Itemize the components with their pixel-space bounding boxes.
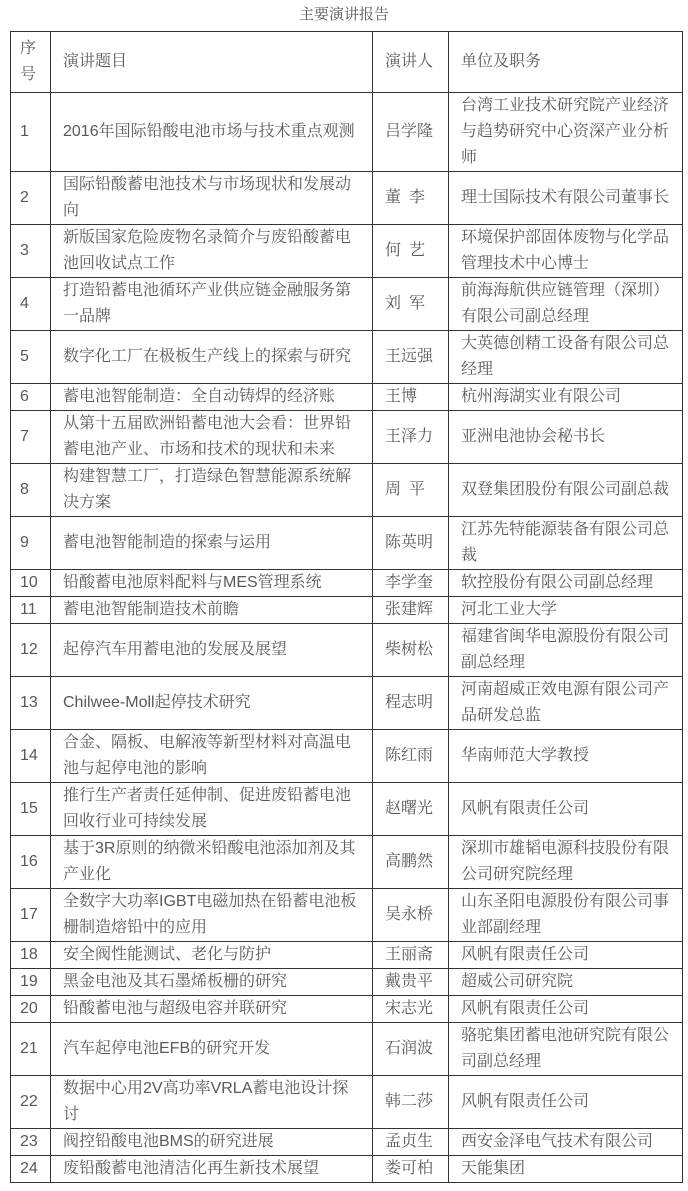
table-row (11, 1156, 683, 1183)
speech-reports-table (10, 31, 683, 1183)
cell-no: 3 (11, 225, 51, 278)
table-row (11, 624, 683, 677)
cell-topic: 安全阀性能测试、老化与防护 (51, 942, 373, 969)
page-title: 主要演讲报告 (298, 6, 389, 23)
table-row (11, 1076, 683, 1129)
cell-no: 17 (11, 889, 51, 942)
cell-no: 22 (11, 1076, 51, 1129)
cell-no: 1 (11, 93, 51, 172)
cell-no: 19 (11, 969, 51, 996)
cell-no: 24 (11, 1156, 51, 1183)
cell-topic: 阀控铅酸电池BMS的研究进展 (51, 1129, 373, 1156)
header-cell-speaker: 演讲人 (373, 32, 449, 93)
cell-no: 15 (11, 783, 51, 836)
cell-org: 福建省闽华电源股份有限公司副总经理 (449, 624, 683, 677)
table-row (11, 889, 683, 942)
table-row (11, 384, 683, 411)
cell-org: 理士国际技术有限公司董事长 (449, 172, 683, 225)
cell-topic: 黑金电池及其石墨烯板栅的研究 (51, 969, 373, 996)
cell-no: 8 (11, 464, 51, 517)
cell-org: 深圳市雄韬电源科技股份有限公司研究院经理 (449, 836, 683, 889)
cell-no: 7 (11, 411, 51, 464)
table-body (11, 93, 683, 1183)
cell-speaker: 王博 (373, 384, 449, 411)
table-row (11, 942, 683, 969)
table-row (11, 1129, 683, 1156)
header-cell-no: 序号 (11, 32, 51, 93)
table-header (11, 32, 683, 93)
cell-no: 6 (11, 384, 51, 411)
cell-no: 12 (11, 624, 51, 677)
cell-no: 13 (11, 677, 51, 730)
cell-org: 骆驼集团蓄电池研究院有限公司副总经理 (449, 1023, 683, 1076)
cell-topic: 铅酸蓄电池原料配料与MES管理系统 (51, 570, 373, 597)
cell-org: 亚洲电池协会秘书长 (449, 411, 683, 464)
cell-no: 9 (11, 517, 51, 570)
cell-topic: 从第十五届欧洲铅蓄电池大会看：世界铅蓄电池产业、市场和技术的现状和未来 (51, 411, 373, 464)
cell-org: 前海海航供应链管理（深圳）有限公司副总经理 (449, 278, 683, 331)
table-row (11, 677, 683, 730)
table-row (11, 597, 683, 624)
cell-org: 风帆有限责任公司 (449, 783, 683, 836)
cell-org: 风帆有限责任公司 (449, 942, 683, 969)
cell-no: 5 (11, 331, 51, 384)
cell-topic: 废铅酸蓄电池清洁化再生新技术展望 (51, 1156, 373, 1183)
table-row (11, 1023, 683, 1076)
cell-org: 超威公司研究院 (449, 969, 683, 996)
cell-speaker: 韩二莎 (373, 1076, 449, 1129)
cell-org: 河南超威正效电源有限公司产品研发总监 (449, 677, 683, 730)
cell-org: 台湾工业技术研究院产业经济与趋势研究中心资深产业分析师 (449, 93, 683, 172)
cell-no: 11 (11, 597, 51, 624)
cell-speaker: 程志明 (373, 677, 449, 730)
cell-no: 21 (11, 1023, 51, 1076)
cell-topic: 起停汽车用蓄电池的发展及展望 (51, 624, 373, 677)
table-row (11, 969, 683, 996)
cell-speaker: 娄可柏 (373, 1156, 449, 1183)
cell-topic: 合金、隔板、电解液等新型材料对高温电池与起停电池的影响 (51, 730, 373, 783)
cell-org: 软控股份有限公司副总经理 (449, 570, 683, 597)
cell-topic: 推行生产者责任延伸制、促进废铅蓄电池回收行业可持续发展 (51, 783, 373, 836)
table-row (11, 783, 683, 836)
cell-topic: 蓄电池智能制造的探索与运用 (51, 517, 373, 570)
cell-topic: 国际铅酸蓄电池技术与市场现状和发展动向 (51, 172, 373, 225)
cell-speaker: 赵曙光 (373, 783, 449, 836)
cell-speaker: 周 平 (373, 464, 449, 517)
cell-speaker: 李学奎 (373, 570, 449, 597)
cell-topic: 汽车起停电池EFB的研究开发 (51, 1023, 373, 1076)
cell-speaker: 王泽力 (373, 411, 449, 464)
header-cell-topic: 演讲题目 (51, 32, 373, 93)
table-row (11, 331, 683, 384)
cell-speaker: 王丽斋 (373, 942, 449, 969)
cell-org: 江苏先特能源装备有限公司总裁 (449, 517, 683, 570)
table-row (11, 172, 683, 225)
table-row (11, 93, 683, 172)
cell-no: 16 (11, 836, 51, 889)
header-row (11, 32, 683, 93)
cell-org: 杭州海湖实业有限公司 (449, 384, 683, 411)
cell-no: 10 (11, 570, 51, 597)
cell-org: 西安金泽电气技术有限公司 (449, 1129, 683, 1156)
table-row (11, 570, 683, 597)
cell-speaker: 宋志光 (373, 996, 449, 1023)
cell-speaker: 石润波 (373, 1023, 449, 1076)
cell-no: 2 (11, 172, 51, 225)
cell-speaker: 高鹏然 (373, 836, 449, 889)
table-row (11, 225, 683, 278)
cell-speaker: 张建辉 (373, 597, 449, 624)
table-row (11, 464, 683, 517)
cell-org: 风帆有限责任公司 (449, 996, 683, 1023)
cell-speaker: 吴永桥 (373, 889, 449, 942)
cell-org: 华南师范大学教授 (449, 730, 683, 783)
cell-topic: 新版国家危险废物名录简介与废铅酸蓄电池回收试点工作 (51, 225, 373, 278)
cell-speaker: 王远强 (373, 331, 449, 384)
table-row (11, 411, 683, 464)
cell-speaker: 孟贞生 (373, 1129, 449, 1156)
cell-org: 天能集团 (449, 1156, 683, 1183)
cell-topic: 构建智慧工厂，打造绿色智慧能源系统解决方案 (51, 464, 373, 517)
cell-speaker: 柴树松 (373, 624, 449, 677)
cell-org: 双登集团股份有限公司副总裁 (449, 464, 683, 517)
cell-topic: 基于3R原则的纳微米铅酸电池添加剂及其产业化 (51, 836, 373, 889)
cell-no: 14 (11, 730, 51, 783)
cell-topic: 2016年国际铅酸电池市场与技术重点观测 (51, 93, 373, 172)
table-row (11, 278, 683, 331)
cell-org: 风帆有限责任公司 (449, 1076, 683, 1129)
cell-topic: 打造铅蓄电池循环产业供应链金融服务第一品牌 (51, 278, 373, 331)
cell-org: 环境保护部固体废物与化学品管理技术中心博士 (449, 225, 683, 278)
table-row (11, 836, 683, 889)
header-cell-org: 单位及职务 (449, 32, 683, 93)
cell-topic: 数字化工厂在极板生产线上的探索与研究 (51, 331, 373, 384)
cell-speaker: 陈红雨 (373, 730, 449, 783)
cell-speaker: 戴贵平 (373, 969, 449, 996)
cell-org: 大英德创精工设备有限公司总经理 (449, 331, 683, 384)
cell-org: 河北工业大学 (449, 597, 683, 624)
cell-topic: 数据中心用2V高功率VRLA蓄电池设计探讨 (51, 1076, 373, 1129)
cell-topic: 全数字大功率IGBT电磁加热在铅蓄电池板栅制造熔铅中的应用 (51, 889, 373, 942)
cell-no: 4 (11, 278, 51, 331)
cell-no: 20 (11, 996, 51, 1023)
cell-no: 23 (11, 1129, 51, 1156)
cell-topic: 铅酸蓄电池与超级电容并联研究 (51, 996, 373, 1023)
cell-speaker: 刘 军 (373, 278, 449, 331)
cell-speaker: 何 艺 (373, 225, 449, 278)
table-row (11, 730, 683, 783)
cell-speaker: 陈英明 (373, 517, 449, 570)
cell-topic: Chilwee-Moll起停技术研究 (51, 677, 373, 730)
cell-no: 18 (11, 942, 51, 969)
cell-topic: 蓄电池智能制造技术前瞻 (51, 597, 373, 624)
cell-speaker: 吕学隆 (373, 93, 449, 172)
cell-topic: 蓄电池智能制造：全自动铸焊的经济账 (51, 384, 373, 411)
cell-speaker: 董 李 (373, 172, 449, 225)
table-row (11, 996, 683, 1023)
cell-org: 山东圣阳电源股份有限公司事业部副经理 (449, 889, 683, 942)
table-row (11, 517, 683, 570)
